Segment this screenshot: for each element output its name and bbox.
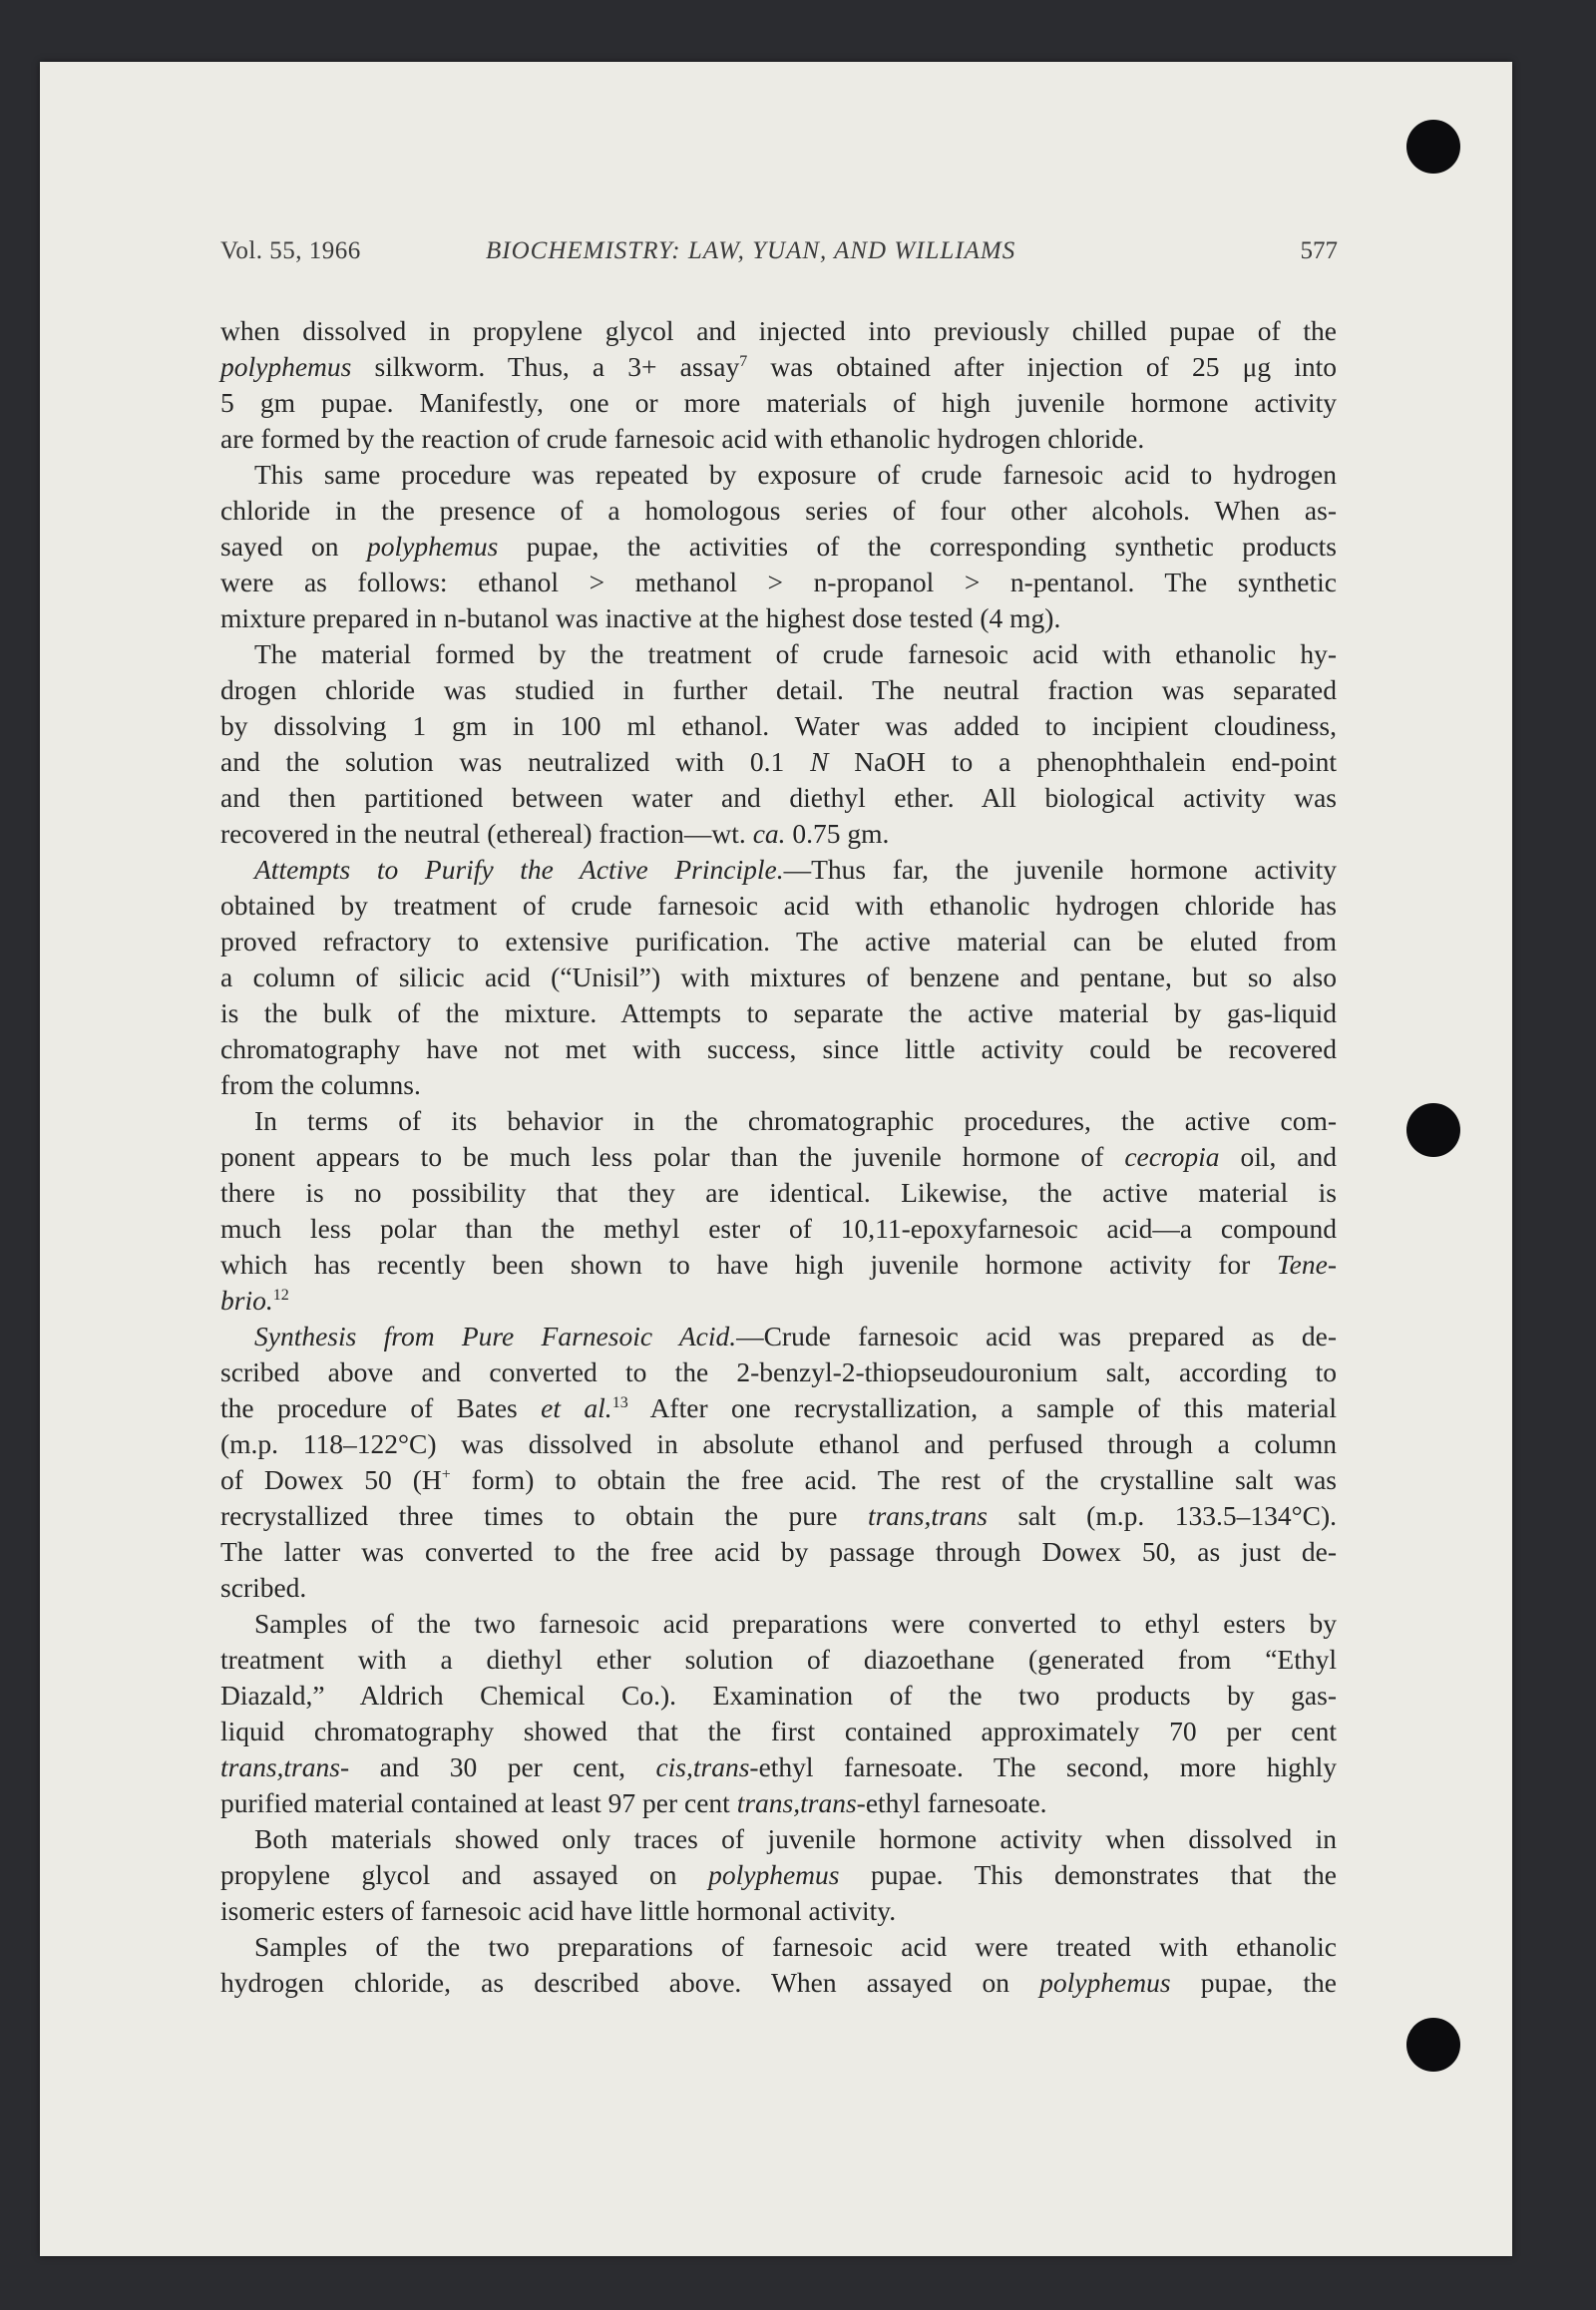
superscript: 12 [272, 1287, 289, 1304]
text-line [220, 1390, 1337, 1426]
text-run: pupae, the [1170, 1967, 1337, 1998]
text-run: form) to obtain the free acid. The rest of the crystalline salt was [450, 1464, 1338, 1495]
text-line [220, 888, 1337, 924]
text-run: 0.75 gm. [785, 818, 890, 849]
paragraph [220, 1606, 1337, 1821]
text-line [220, 1103, 1337, 1139]
text-line [220, 600, 1337, 636]
paragraph [220, 1103, 1337, 1319]
italic-text: polyphemus [708, 1859, 840, 1890]
text-run: a column of silicic acid (“Unisil”) with mixtures of benzene and pentane, but so also [220, 962, 1337, 992]
text-line [220, 1678, 1337, 1714]
text-run: 5 gm pupae. Manifestly, one or more materials of high juvenile hormone activity [220, 387, 1337, 418]
text-line [220, 1570, 1337, 1606]
paragraph [220, 1821, 1337, 1929]
punch-hole-bottom [1406, 2018, 1460, 2072]
text-line [220, 457, 1337, 493]
italic-text: Tene- [1276, 1249, 1337, 1280]
italic-text: ca. [752, 818, 786, 849]
italic-text: cis,trans [655, 1751, 750, 1782]
paragraph [220, 457, 1337, 636]
italic-text: trans,trans- [220, 1751, 350, 1782]
text-line [220, 852, 1337, 888]
text-run: chloride in the presence of a homologous series of four other alcohols. When as- [220, 495, 1337, 526]
italic-text: Attempts to Purify the Active Principle. [254, 854, 784, 885]
text-run: oil, and [1219, 1141, 1337, 1172]
text-line [220, 780, 1337, 816]
text-run: The latter was converted to the free acid by passage through Dowex 50, as just de- [220, 1536, 1337, 1567]
text-run: Samples of the two preparations of farnesoic acid were treated with ethanolic [254, 1931, 1337, 1962]
punch-hole-top [1406, 120, 1460, 174]
text-line [220, 493, 1337, 529]
page-number: 577 [1300, 237, 1338, 264]
text-run: chromatography have not met with success, since little activity could be recovered [220, 1033, 1337, 1064]
text-line [220, 1067, 1337, 1103]
running-header [220, 237, 1338, 273]
text-run: pupae, the activities of the corresponding synthetic products [498, 531, 1338, 562]
text-line [220, 313, 1337, 349]
italic-text: et al. [541, 1392, 612, 1423]
text-run: pupae. This demonstrates that the [839, 1859, 1337, 1890]
text-line [220, 960, 1337, 995]
text-line [220, 1929, 1337, 1965]
italic-text: brio. [220, 1285, 273, 1316]
superscript: 13 [611, 1394, 628, 1411]
text-line [220, 1175, 1337, 1211]
text-run: treatment with a diethyl ether solution of diazoethane (generated from “Ethyl [220, 1644, 1337, 1675]
text-run: there is no possibility that they are identical. Likewise, the active material is [220, 1177, 1337, 1208]
text-run: by dissolving 1 gm in 100 ml ethanol. Water was added to incipient cloudiness, [220, 710, 1337, 741]
text-run: which has recently been shown to have high juvenile hormone activity for [220, 1249, 1277, 1280]
text-line [220, 1749, 1337, 1785]
text-run: recrystallized three times to obtain the pure [220, 1500, 868, 1531]
text-run: NaOH to a phenophthalein end-point [828, 746, 1337, 777]
text-line [220, 1283, 1337, 1319]
paragraph [220, 852, 1337, 1103]
paragraph [220, 1319, 1337, 1606]
text-run: After one recrystallization, a sample of this material [627, 1392, 1337, 1423]
text-line [220, 349, 1337, 385]
text-line [220, 708, 1337, 744]
text-run: scribed. [220, 1572, 307, 1603]
text-line [220, 385, 1337, 421]
text-line [220, 1319, 1337, 1354]
text-run: of Dowex 50 (H [220, 1464, 442, 1495]
text-run: Diazald,” Aldrich Chemical Co.). Examination of the two products by gas- [220, 1680, 1337, 1711]
text-run: In terms of its behavior in the chromatographic procedures, the active com- [254, 1105, 1337, 1136]
text-line [220, 1821, 1337, 1857]
text-line [220, 421, 1337, 457]
text-line [220, 995, 1337, 1031]
text-run: proved refractory to extensive purification. The active material can be eluted from [220, 926, 1337, 957]
text-line [220, 565, 1337, 600]
text-line [220, 1893, 1337, 1929]
text-run: ponent appears to be much less polar than the juvenile hormone of [220, 1141, 1125, 1172]
text-run: —Crude farnesoic acid was prepared as de- [736, 1321, 1337, 1351]
text-line [220, 1462, 1337, 1498]
italic-text: Synthesis from Pure Farnesoic Acid. [254, 1321, 737, 1351]
text-run: the procedure of Bates [220, 1392, 542, 1423]
text-line [220, 1965, 1337, 2001]
text-run: sayed on [220, 531, 367, 562]
volume-info: Vol. 55, 1966 [220, 237, 361, 264]
superscript: + [441, 1466, 451, 1483]
superscript: 7 [739, 353, 748, 370]
running-title: BIOCHEMISTRY: LAW, YUAN, AND WILLIAMS [486, 237, 1016, 264]
text-line [220, 672, 1337, 708]
text-run: was obtained after injection of 25 μg into [747, 351, 1337, 382]
text-run: and then partitioned between water and diethyl ether. All biological activity was [220, 782, 1337, 813]
text-run: are formed by the reaction of crude farnesoic acid with ethanolic hydrogen chloride. [220, 423, 1145, 454]
text-line [220, 529, 1337, 565]
text-run: is the bulk of the mixture. Attempts to separate the active material by gas-liquid [220, 997, 1337, 1028]
text-run: Both materials showed only traces of juvenile hormone activity when dissolved in [254, 1823, 1337, 1854]
text-run: Samples of the two farnesoic acid preparations were converted to ethyl esters by [254, 1608, 1337, 1639]
text-line [220, 1139, 1337, 1175]
text-line [220, 1785, 1337, 1821]
text-run: isomeric esters of farnesoic acid have little hormonal activity. [220, 1895, 897, 1926]
text-line [220, 1642, 1337, 1678]
text-run: purified material contained at least 97 per cent [220, 1787, 737, 1818]
italic-text: polyphemus [366, 531, 499, 562]
text-run: -ethyl farnesoate. The second, more highly [749, 1751, 1337, 1782]
text-line [220, 816, 1337, 852]
italic-text: polyphemus [220, 351, 352, 382]
text-run: were as follows: ethanol > methanol > n-propanol > n-pentanol. The synthetic [220, 567, 1337, 597]
text-line [220, 1534, 1337, 1570]
text-run: when dissolved in propylene glycol and injected into previously chilled pupae of the [220, 315, 1337, 346]
italic-text: trans,trans [736, 1787, 857, 1818]
text-run: much less polar than the methyl ester of 10,11-epoxyfarnesoic acid—a compound [220, 1213, 1337, 1244]
text-run: -ethyl farnesoate. [856, 1787, 1047, 1818]
text-run: This same procedure was repeated by exposure of crude farnesoic acid to hydrogen [254, 459, 1337, 490]
text-run: drogen chloride was studied in further detail. The neutral fraction was separated [220, 674, 1337, 705]
text-run: hydrogen chloride, as described above. When assayed on [220, 1967, 1040, 1998]
text-run: The material formed by the treatment of crude farnesoic acid with ethanolic hy- [254, 638, 1337, 669]
text-run: liquid chromatography showed that the first contained approximately 70 per cent [220, 1716, 1337, 1746]
text-run: mixture prepared in n-butanol was inactive at the highest dose tested (4 mg). [220, 602, 1061, 633]
text-line [220, 1031, 1337, 1067]
text-run: propylene glycol and assayed on [220, 1859, 709, 1890]
text-run: and the solution was neutralized with 0.1 [220, 746, 811, 777]
text-line [220, 1857, 1337, 1893]
text-run: and 30 per cent, [349, 1751, 656, 1782]
italic-text: polyphemus [1039, 1967, 1171, 1998]
text-run: obtained by treatment of crude farnesoic acid with ethanolic hydrogen chloride has [220, 890, 1337, 921]
text-run: salt (m.p. 133.5–134°C). [987, 1500, 1337, 1531]
text-line [220, 1426, 1337, 1462]
text-line [220, 1354, 1337, 1390]
italic-text: trans,trans [867, 1500, 988, 1531]
text-run: silkworm. Thus, a 3+ assay [351, 351, 740, 382]
text-line [220, 1498, 1337, 1534]
text-line [220, 1714, 1337, 1749]
text-run: (m.p. 118–122°C) was dissolved in absolute ethanol and perfused through a column [220, 1428, 1337, 1459]
italic-text: N [810, 746, 829, 777]
paragraph [220, 313, 1337, 457]
paragraph [220, 1929, 1337, 2001]
text-line [220, 1211, 1337, 1247]
text-line [220, 636, 1337, 672]
text-line [220, 924, 1337, 960]
paragraph [220, 636, 1337, 852]
text-run: from the columns. [220, 1069, 421, 1100]
text-run: scribed above and converted to the 2-benzyl-2-thiopseudouronium salt, according to [220, 1356, 1337, 1387]
text-line [220, 1606, 1337, 1642]
text-run: —Thus far, the juvenile hormone activity [783, 854, 1337, 885]
text-run: recovered in the neutral (ethereal) fraction—wt. [220, 818, 753, 849]
italic-text: cecropia [1124, 1141, 1220, 1172]
text-line [220, 744, 1337, 780]
body-text [220, 313, 1337, 2001]
text-line [220, 1247, 1337, 1283]
punch-hole-middle [1406, 1103, 1460, 1157]
